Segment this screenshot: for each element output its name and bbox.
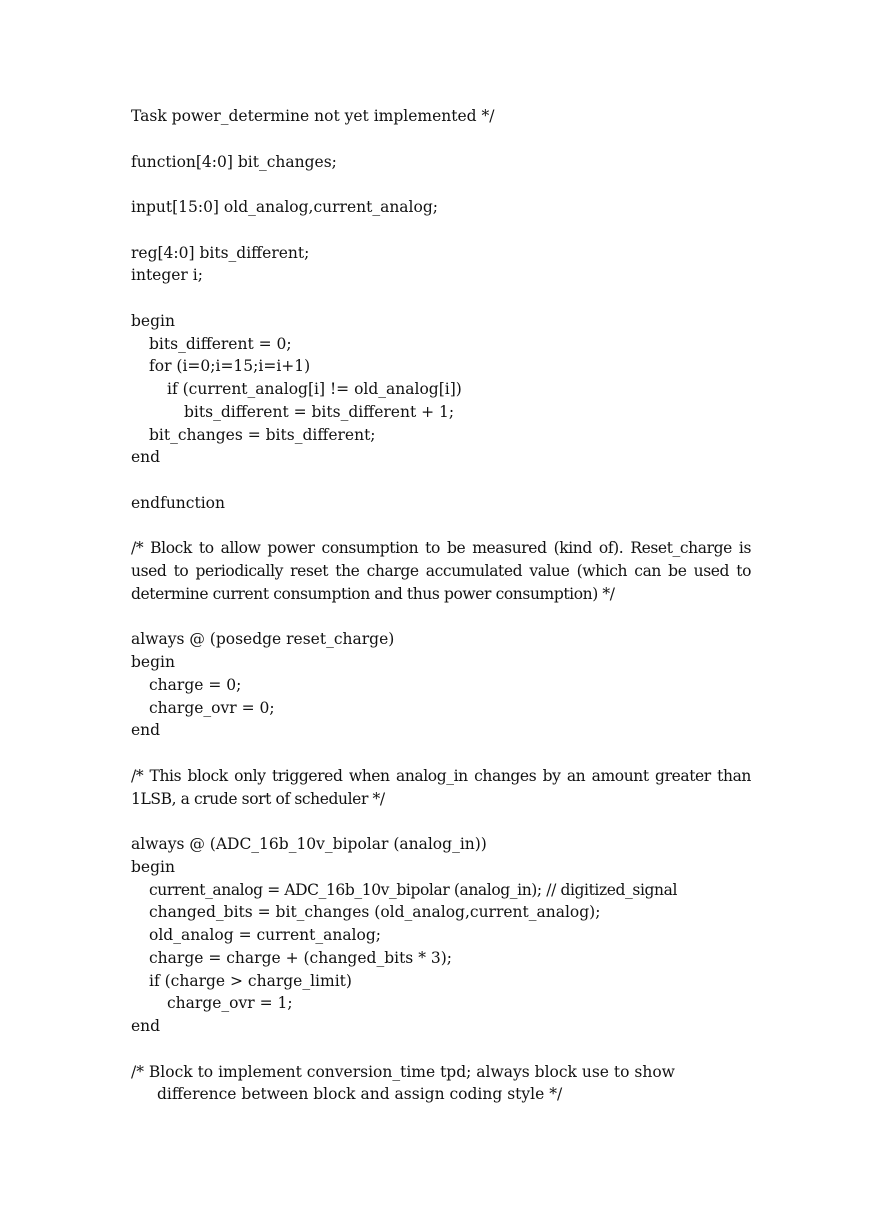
tpd-comment-line: /* Block to implement conversion_time tpd; always block use to show <box>131 1062 675 1081</box>
blank-line <box>131 173 751 196</box>
scheduler-comment-paragraph: /* This block only triggered when analog_in changes by an amount greater than 1LSB, a crude sort of scheduler */ <box>131 766 751 808</box>
code-listing <box>131 105 751 1106</box>
blank-line <box>131 742 751 765</box>
endfunction-line: endfunction <box>131 493 225 512</box>
tpd-comment-continuation-line: difference between block and assign coding style */ <box>157 1085 563 1104</box>
blank-line <box>131 810 751 833</box>
blank-line <box>131 128 751 151</box>
blank-line <box>131 219 751 242</box>
if-compare-line: if (current_analog[i] != old_analog[i]) <box>167 380 462 398</box>
adc-end-line: end <box>131 1017 161 1035</box>
input-declaration-line: input[15:0] old_analog,current_analog; <box>131 198 438 216</box>
charge-ovr-set-line: charge_ovr = 1; <box>167 994 293 1013</box>
integer-declaration-line: integer i; <box>131 266 203 285</box>
reset-begin-line: begin <box>131 653 175 671</box>
function-end-line: end <box>131 448 161 467</box>
bits-init-line: bits_different = 0; <box>149 334 292 353</box>
charge-ovr-zero-line: charge_ovr = 0; <box>149 698 275 717</box>
current-analog-assign-line: current_analog = ADC_16b_10v_bipolar (analog_in); // digitized_signal <box>149 880 678 899</box>
charge-accumulate-line: charge = charge + (changed_bits * 3); <box>149 948 452 967</box>
blank-line <box>131 287 751 310</box>
function-declaration-line: function[4:0] bit_changes; <box>131 152 337 171</box>
charge-zero-line: charge = 0; <box>149 675 242 694</box>
bit-changes-assign-line: bit_changes = bits_different; <box>149 425 376 444</box>
reset-end-line: end <box>131 721 161 740</box>
power-comment-paragraph: /* Block to allow power consumption to be measured (kind of). Reset_charge is used to periodically reset the charge accumulated value (which can be used to determine current consumption and thus power consumption) */ <box>131 539 751 603</box>
old-analog-assign-line: old_analog = current_analog; <box>149 926 381 944</box>
blank-line <box>131 469 751 492</box>
blank-line <box>131 515 751 538</box>
bits-increment-line: bits_different = bits_different + 1; <box>184 402 455 421</box>
function-begin-line: begin <box>131 311 175 330</box>
adc-begin-line: begin <box>131 857 175 876</box>
changed-bits-assign-line: changed_bits = bit_changes (old_analog,current_analog); <box>149 903 601 922</box>
blank-line <box>131 1038 751 1061</box>
always-adc-line: always @ (ADC_16b_10v_bipolar (analog_in)) <box>131 835 487 853</box>
task-note-line: Task power_determine not yet implemented */ <box>131 107 495 125</box>
blank-line <box>131 606 751 629</box>
if-limit-line: if (charge > charge_limit) <box>149 971 352 990</box>
reg-declaration-line: reg[4:0] bits_different; <box>131 243 310 262</box>
for-loop-line: for (i=0;i=15;i=i+1) <box>149 357 311 376</box>
always-reset-line: always @ (posedge reset_charge) <box>131 630 395 649</box>
